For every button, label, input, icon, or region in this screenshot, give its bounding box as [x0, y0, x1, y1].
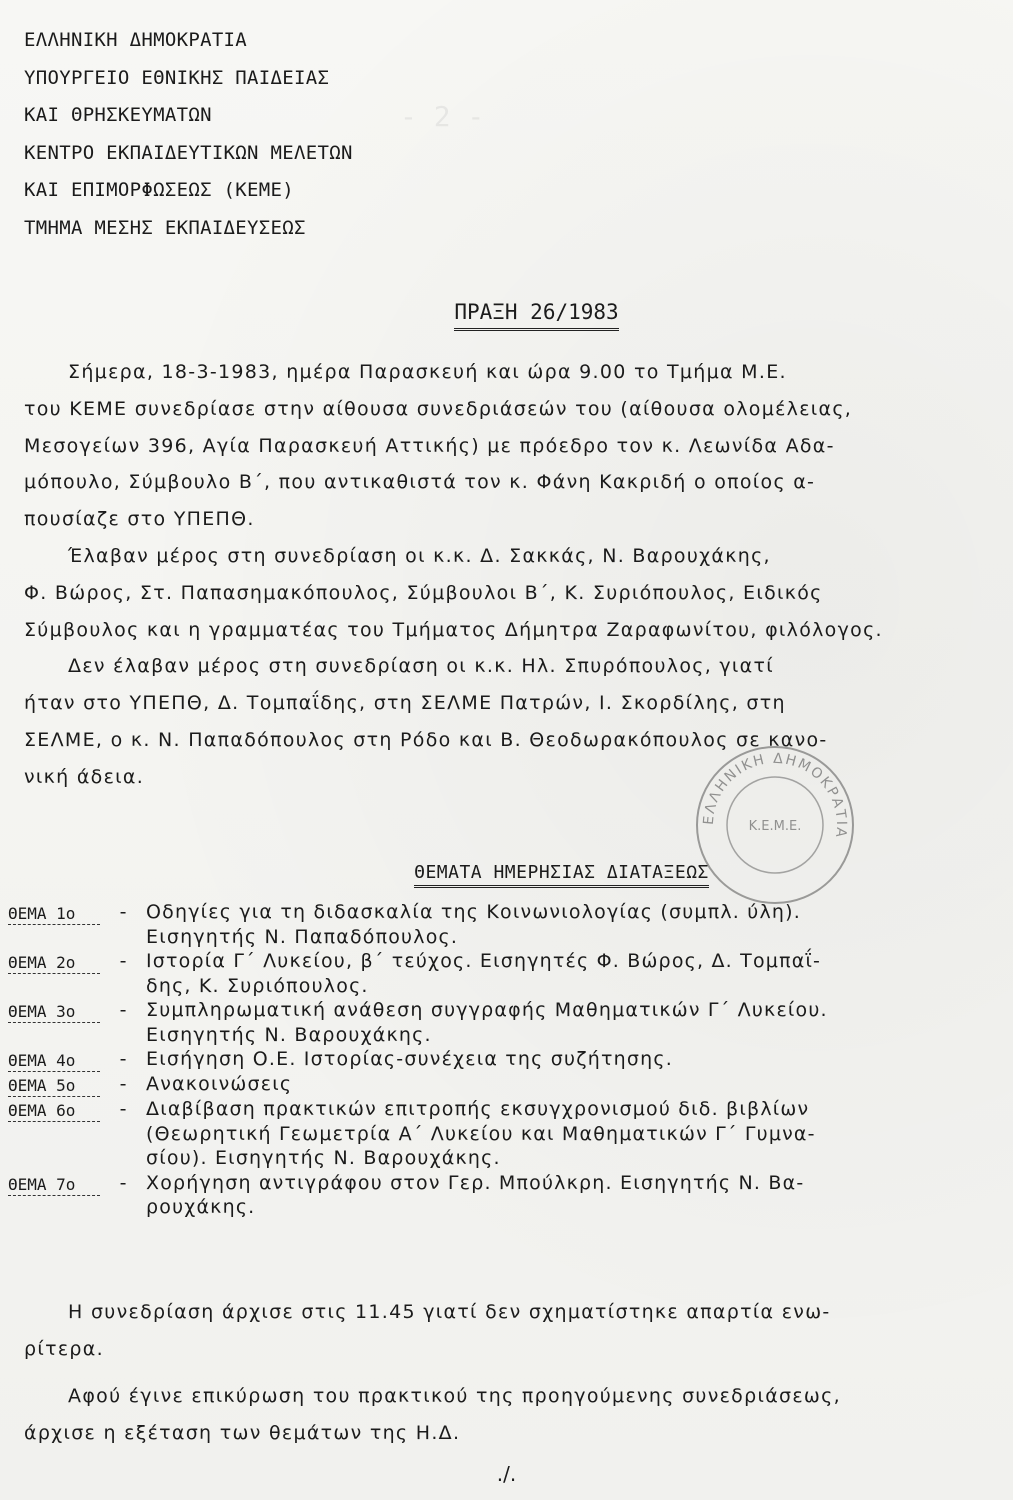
- text-line: Εισηγητής Ν. Βαρουχάκης.: [146, 1023, 432, 1046]
- text-line: Σήμερα, 18-3-1983, ημέρα Παρασκευή και ώρα 9.00 το Τμήμα Μ.Ε.: [24, 361, 787, 383]
- text-line: Διαβίβαση πρακτικών επιτροπής εκσυγχρονισμού διδ. βιβλίων: [146, 1098, 810, 1120]
- text-line: δης, Κ. Συριόπουλος.: [146, 974, 369, 997]
- text-line: Ιστορία Γ΄ Λυκείου, β΄ τεύχος. Εισηγητές Φ. Βώρος, Δ. Τομπαΐ-: [146, 950, 822, 972]
- text-line: Εισήγηση Ο.Ε. Ιστορίας-συνέχεια της συζήτησης.: [146, 1048, 673, 1070]
- text-line: άρχισε η εξέταση των θεμάτων της Η.Δ.: [24, 1421, 461, 1444]
- agenda-item: [8, 1097, 998, 1171]
- agenda-item-dash: -: [119, 901, 127, 923]
- agenda-item-text: [146, 949, 998, 998]
- text-line: Δεν έλαβαν μέρος στη συνεδρίαση οι κ.κ. Ηλ. Σπυρόπουλος, γιατί: [24, 655, 774, 678]
- continuation-mark: ./.: [496, 1462, 517, 1486]
- agenda-item-number: ΘΕΜΑ 3ο: [8, 1000, 100, 1023]
- text-line: Η συνεδρίαση άρχισε στις 11.45 γιατί δεν σχηματίστηκε απαρτία ενω-: [24, 1301, 831, 1323]
- agenda-item-text: [146, 900, 998, 949]
- text-line: Χορήγηση αντιγράφου στον Γερ. Μπούλκρη. Εισηγητής Ν. Βα-: [146, 1171, 805, 1194]
- session-start-paragraph: [24, 1294, 984, 1368]
- agenda-item-dash: -: [119, 1048, 127, 1070]
- text-line: Ανακοινώσεις: [146, 1073, 293, 1095]
- header-line: ΤΜΗΜΑ ΜΕΣΗΣ ΕΚΠΑΙΔΕΥΣΕΩΣ: [24, 216, 306, 239]
- text-line: Αφού έγινε επικύρωση του πρακτικού της προηγούμενης συνεδριάσεως,: [24, 1385, 841, 1407]
- text-line: ΣΕΛΜΕ, ο κ. Ν. Παπαδόπουλος στη Ρόδο και Β. Θεοδωρακόπουλος σε κανο-: [24, 728, 828, 751]
- agenda-item-dash: -: [119, 1073, 127, 1095]
- document-title: [0, 300, 1013, 331]
- agenda-item-dash: -: [119, 950, 127, 972]
- text-line: σίου). Εισηγητής Ν. Βαρουχάκης.: [146, 1147, 501, 1169]
- text-line: ρίτερα.: [24, 1337, 104, 1360]
- text-line: Σύμβουλος και η γραμματέας του Τμήματος Δήμητρα Ζαραφωνίτου, φιλόλογος.: [24, 618, 883, 641]
- agenda-item-text: [146, 1047, 998, 1072]
- text-line: ρουχάκης.: [146, 1196, 256, 1218]
- agenda-item-dash: -: [119, 1171, 127, 1194]
- agenda-item-dash: -: [119, 1098, 127, 1120]
- text-line: Συμπληρωματική ανάθεση συγγραφής Μαθηματικών Γ΄ Λυκείου.: [146, 999, 828, 1021]
- bleed-through-page-number: - 2 -: [400, 100, 485, 133]
- agenda-title: ΘΕΜΑΤΑ ΗΜΕΡΗΣΙΑΣ ΔΙΑΤΑΞΕΩΣ: [414, 862, 709, 888]
- agenda-item: [8, 949, 998, 998]
- issuing-authority-header: [24, 22, 353, 248]
- text-line: Εισηγητής Ν. Παπαδόπουλος.: [146, 925, 459, 948]
- text-line: Μεσογείων 396, Αγία Παρασκευή Αττικής) με πρόεδρο τον κ. Λεωνίδα Αδα-: [24, 434, 835, 457]
- text-line: Έλαβαν μέρος στη συνεδρίαση οι κ.κ. Δ. Σακκάς, Ν. Βαρουχάκης,: [24, 544, 771, 567]
- text-line: πουσίαζε στο ΥΠΕΠΘ.: [24, 508, 255, 531]
- header-line: ΚΑΙ ΘΡΗΣΚΕΥΜΑΤΩΝ: [24, 104, 212, 127]
- agenda-item-dash: -: [119, 999, 127, 1021]
- agenda-item: [8, 900, 998, 949]
- agenda-item: [8, 1047, 998, 1072]
- agenda-item: [8, 998, 998, 1047]
- header-line: ΥΠΟΥΡΓΕΙΟ ΕΘΝΙΚΗΣ ΠΑΙΔΕΙΑΣ: [24, 66, 330, 89]
- text-line: του ΚΕΜΕ συνεδρίασε στην αίθουσα συνεδριάσεών του (αίθουσα ολομέλειας,: [24, 397, 853, 420]
- agenda-item-text: [146, 1072, 998, 1097]
- act-number: ΠΡΑΞΗ 26/1983: [454, 300, 618, 331]
- agenda-item-text: [146, 1097, 998, 1171]
- agenda-item-number: ΘΕΜΑ 7ο: [8, 1173, 100, 1196]
- text-line: ήταν στο ΥΠΕΠΘ, Δ. Τομπαΐδης, στη ΣΕΛΜΕ Πατρών, Ι. Σκορδίλης, στη: [24, 692, 786, 715]
- stamp-center-text: Κ.Ε.Μ.Ε.: [748, 819, 802, 834]
- agenda-item-text: [146, 1171, 998, 1220]
- agenda-list: [8, 900, 998, 1220]
- agenda-item-number: ΘΕΜΑ 1ο: [8, 902, 100, 925]
- agenda-item-number: ΘΕΜΑ 4ο: [8, 1049, 100, 1072]
- text-line: Φ. Βώρος, Στ. Παπασημακόπουλος, Σύμβουλοι Β΄, Κ. Συριόπουλος, Ειδικός: [24, 581, 823, 604]
- agenda-item-number: ΘΕΜΑ 6ο: [8, 1099, 100, 1122]
- text-line: μόπουλο, Σύμβουλο Β΄, που αντικαθιστά τον κ. Φάνη Κακριδή ο οποίος α-: [24, 471, 816, 494]
- ratification-paragraph: [24, 1378, 984, 1452]
- text-line: (Θεωρητική Γεωμετρία Α΄ Λυκείου και Μαθηματικών Γ΄ Γυμνα-: [146, 1122, 816, 1145]
- header-line: ΕΛΛΗΝΙΚΗ ΔΗΜΟΚΡΑΤΙΑ: [24, 29, 248, 51]
- header-line: ΚΕΝΤΡΟ ΕΚΠΑΙΔΕΥΤΙΚΩΝ ΜΕΛΕΤΩΝ: [24, 141, 353, 164]
- text-line: νική άδεια.: [24, 765, 145, 788]
- stamp-ring-text: ΕΛΛΗΝΙΚΗ ΔΗΜΟΚΡΑΤΙΑ: [700, 750, 850, 840]
- agenda-item-text: [146, 998, 998, 1047]
- agenda-item: [8, 1072, 998, 1097]
- text-line: Οδηγίες για τη διδασκαλία της Κοινωνιολογίας (συμπλ. ύλη).: [146, 901, 801, 923]
- header-line: ΚΑΙ ΕΠΙΜΟΡΦΩΣΕΩΣ (ΚΕΜΕ): [24, 179, 294, 202]
- agenda-item: [8, 1171, 998, 1220]
- agenda-item-number: ΘΕΜΑ 2ο: [8, 951, 100, 974]
- agenda-heading: [0, 862, 1013, 888]
- agenda-item-number: ΘΕΜΑ 5ο: [8, 1074, 100, 1097]
- meeting-intro-paragraph: [24, 354, 984, 796]
